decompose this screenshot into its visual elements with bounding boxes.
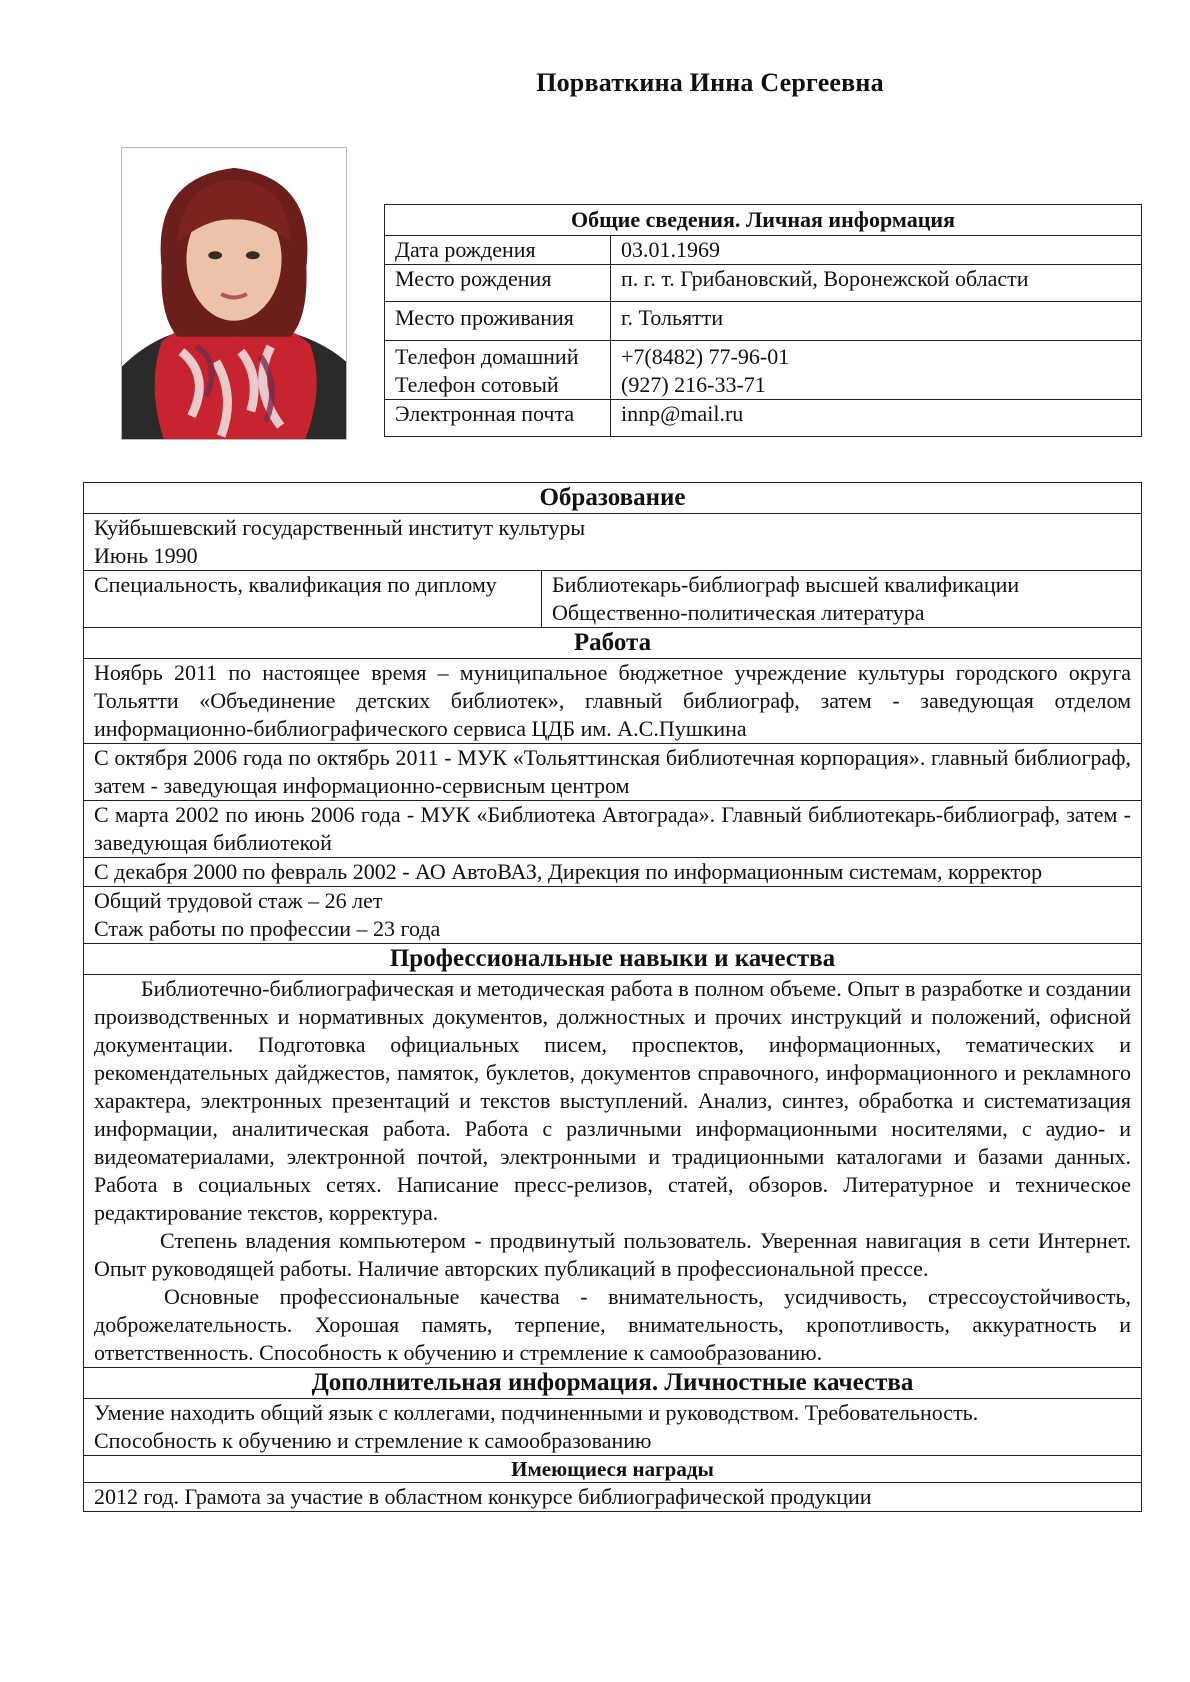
birth-date-value: 03.01.1969 [611, 236, 1142, 265]
resume-name: Порваткина Инна Сергеевна [536, 68, 884, 97]
profile-photo [121, 147, 347, 440]
resume-main-table [83, 482, 1142, 1512]
additional-text-2: Способность к обучению и стремление к самообразованию [94, 1428, 652, 1453]
work-entry: Ноябрь 2011 по настоящее время – муниципальное бюджетное учреждение культуры городского округа Тольятти «Объединение детских библиотек», главный библиограф, затем - заведующая отделом информационно-библиографического сервиса ЦДБ им. А.С.Пушкина [84, 659, 1142, 744]
work-entry: С марта 2002 по июнь 2006 года - МУК «Библиотека Автограда». Главный библиотекарь-библиограф, затем - заведующая библиотекой [84, 801, 1142, 858]
residence-value: г. Тольятти [611, 302, 1142, 341]
birth-place-value: п. г. т. Грибановский, Воронежской области [611, 265, 1142, 302]
work-entry: С октября 2006 года по октябрь 2011 - МУК «Тольяттинская библиотечная корпорация». главный библиограф, затем - заведующая информационно-сервисным центром [84, 744, 1142, 801]
birth-place-label: Место рождения [385, 265, 611, 302]
residence-label: Место проживания [385, 302, 611, 341]
additional-heading: Дополнительная информация. Личностные качества [84, 1368, 1142, 1399]
work-entry: С декабря 2000 по февраль 2002 - АО АвтоВАЗ, Дирекция по информационным системам, корректор [84, 858, 1142, 887]
education-heading: Образование [84, 483, 1142, 514]
education-institution: Куйбышевский государственный институт культуры [94, 515, 586, 540]
additional-text-1: Умение находить общий язык с коллегами, подчиненными и руководством. Требовательность. [94, 1400, 979, 1425]
skills-paragraph-1: Библиотечно-библиографическая и методическая работа в полном объеме. Опыт в разработке и создании производственных и нормативных документов, должностных и прочих инструкций и положений, офисной документации. Подготовка официальных писем, проспектов, информационных, тематических и рекомендательных дайджестов, памяток, буклетов, документов справочного, информационного и рекламного характера, электронных презентаций и текстов выступлений. Анализ, синтез, обработка и систематизация информации, аналитическая работа. Работа с различными информационными носителями, с аудио- и видеоматериалами, электронной почтой, электронными и традиционными каталогами и базами данных. Работа в социальных сетях. Написание пресс-релизов, статей, обзоров. Литературное и техническое редактирование текстов, корректура. [94, 976, 1131, 1225]
award-item: 2012 год. Грамота за участие в областном конкурсе библиографической продукции [84, 1483, 1142, 1512]
mobile-phone-value: (927) 216-33-71 [621, 372, 766, 397]
profession-experience: Стаж работы по профессии – 23 года [94, 916, 441, 941]
skills-paragraph-2: Степень владения компьютером - продвинутый пользователь. Уверенная навигация в сети Интернет. Опыт руководящей работы. Наличие авторских публикаций в профессиональной прессе. [94, 1228, 1131, 1281]
education-date: Июнь 1990 [94, 543, 198, 568]
total-experience: Общий трудовой стаж – 26 лет [94, 888, 383, 913]
email-label: Электронная почта [385, 400, 611, 437]
mobile-phone-label: Телефон сотовый [395, 372, 559, 397]
home-phone-label: Телефон домашний [395, 344, 579, 369]
specialty-value-1: Библиотекарь-библиограф высшей квалификации [552, 572, 1020, 597]
specialty-value-2: Общественно-политическая литература [552, 600, 925, 625]
specialty-label: Специальность, квалификация по диплому [84, 571, 542, 628]
work-heading: Работа [84, 628, 1142, 659]
birth-date-label: Дата рождения [385, 236, 611, 265]
personal-info-heading: Общие сведения. Личная информация [385, 205, 1142, 236]
skills-paragraph-3: Основные профессиональные качества - внимательность, усидчивость, стрессоустойчивость, доброжелательность. Хорошая память, терпение, внимательность, кропотливость, аккуратность и ответственность. Способность к обучению и стремление к самообразованию. [94, 1284, 1131, 1365]
awards-heading: Имеющиеся награды [84, 1456, 1142, 1483]
home-phone-value: +7(8482) 77-96-01 [621, 344, 790, 369]
skills-heading: Профессиональные навыки и качества [84, 944, 1142, 975]
email-value: innp@mail.ru [611, 400, 1142, 437]
personal-info-table [384, 204, 1142, 437]
